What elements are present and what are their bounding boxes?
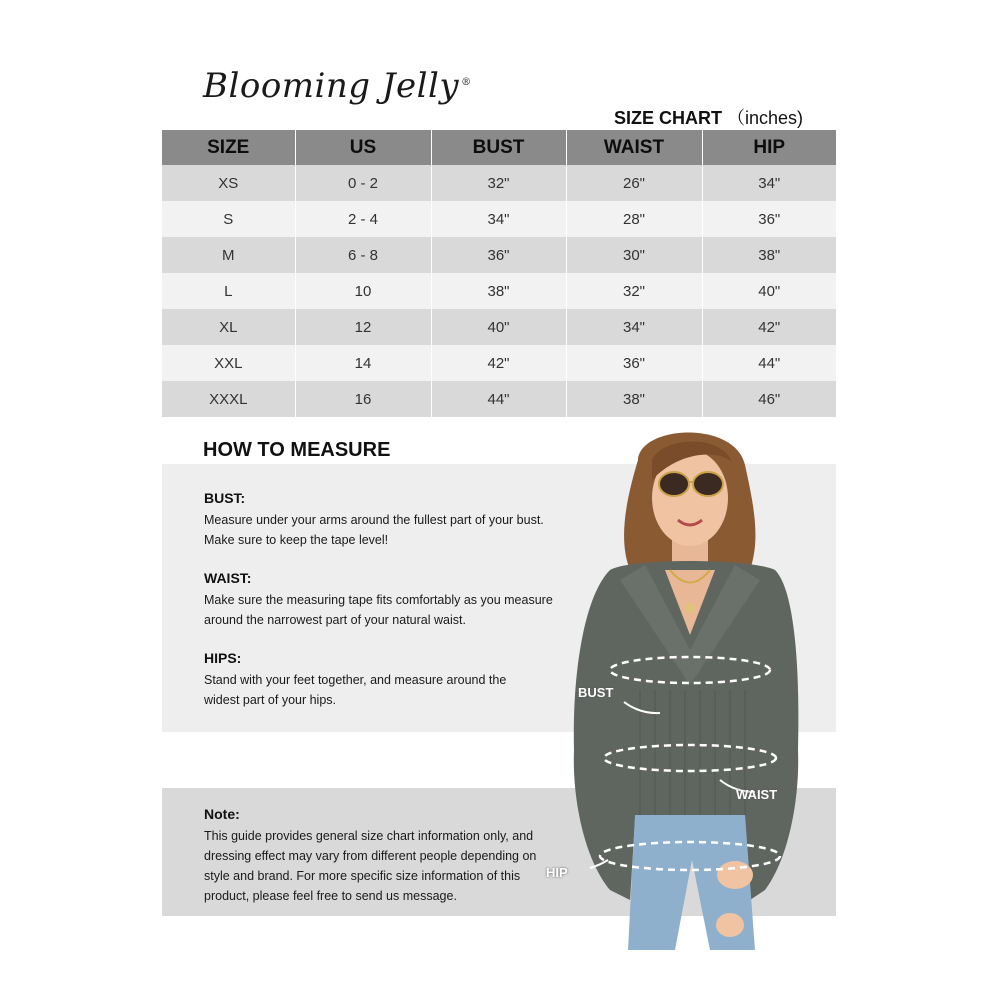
brand-name: Blooming Jelly (203, 66, 460, 106)
note-line: product, please feel free to send us message. (204, 889, 457, 903)
note-heading: Note: (204, 806, 240, 822)
cell-us: 14 (295, 345, 431, 381)
size-chart-label: SIZE CHART (613, 108, 722, 128)
size-table (162, 130, 836, 417)
cell-bust: 32" (431, 165, 566, 201)
how-to-measure-title: HOW TO MEASURE (203, 439, 391, 461)
cell-bust: 34" (431, 201, 566, 237)
waist-instructions (204, 570, 564, 630)
brand-logo (203, 66, 472, 106)
header-size: SIZE (162, 130, 295, 165)
hip-marker-label: HIP (546, 865, 568, 880)
size-chart-title (614, 104, 803, 130)
cell-bust: 38" (431, 273, 566, 309)
note-section (204, 806, 554, 906)
table-header-row (162, 130, 836, 165)
bust-marker-label: BUST (578, 685, 614, 700)
cell-us: 10 (295, 273, 431, 309)
header-waist: WAIST (566, 130, 702, 165)
hips-heading: HIPS: (204, 650, 242, 666)
cell-bust: 42" (431, 345, 566, 381)
model-photo (546, 420, 820, 950)
bust-heading: BUST: (204, 490, 246, 506)
hips-instructions (204, 650, 564, 710)
table-row (162, 273, 836, 309)
cell-us: 6 - 8 (295, 237, 431, 273)
cell-waist: 38" (566, 381, 702, 417)
note-line: style and brand. For more specific size information of this (204, 869, 521, 883)
cell-hip: 44" (702, 345, 836, 381)
cell-hip: 34" (702, 165, 836, 201)
hips-line-2: widest part of your hips. (204, 693, 337, 707)
table-row (162, 381, 836, 417)
cell-us: 2 - 4 (295, 201, 431, 237)
size-chart-unit: （inches) (726, 108, 803, 128)
header-us: US (295, 130, 431, 165)
cell-waist: 28" (566, 201, 702, 237)
cell-size: XXL (162, 345, 295, 381)
waist-line-1: Make sure the measuring tape fits comfortably as you measure (204, 593, 553, 607)
bust-line-1: Measure under your arms around the fullest part of your bust. (204, 513, 544, 527)
note-line: dressing effect may vary from different people depending on (204, 849, 537, 863)
cell-size: S (162, 201, 295, 237)
cell-bust: 40" (431, 309, 566, 345)
cell-waist: 26" (566, 165, 702, 201)
header-hip: HIP (702, 130, 836, 165)
cell-size: L (162, 273, 295, 309)
table-row (162, 237, 836, 273)
table-row (162, 201, 836, 237)
cell-bust: 44" (431, 381, 566, 417)
cell-size: XS (162, 165, 295, 201)
bust-instructions (204, 490, 564, 550)
waist-heading: WAIST: (204, 570, 252, 586)
cell-size: XXXL (162, 381, 295, 417)
cell-hip: 36" (702, 201, 836, 237)
waist-marker-label: WAIST (736, 787, 778, 802)
hips-line-1: Stand with your feet together, and measure around the (204, 673, 507, 687)
cell-hip: 46" (702, 381, 836, 417)
cell-waist: 34" (566, 309, 702, 345)
cell-waist: 32" (566, 273, 702, 309)
note-line: This guide provides general size chart information only, and (204, 829, 534, 843)
table-row (162, 309, 836, 345)
bust-line-2: Make sure to keep the tape level! (204, 533, 389, 547)
cell-size: M (162, 237, 295, 273)
cell-us: 0 - 2 (295, 165, 431, 201)
cell-us: 12 (295, 309, 431, 345)
waist-line-2: around the narrowest part of your natural waist. (204, 613, 466, 627)
cell-us: 16 (295, 381, 431, 417)
table-row (162, 345, 836, 381)
cell-hip: 42" (702, 309, 836, 345)
cell-waist: 36" (566, 345, 702, 381)
cell-bust: 36" (431, 237, 566, 273)
table-row (162, 165, 836, 201)
registered-mark: ® (461, 76, 472, 88)
cell-hip: 40" (702, 273, 836, 309)
cell-hip: 38" (702, 237, 836, 273)
header-bust: BUST (431, 130, 566, 165)
cell-waist: 30" (566, 237, 702, 273)
cell-size: XL (162, 309, 295, 345)
